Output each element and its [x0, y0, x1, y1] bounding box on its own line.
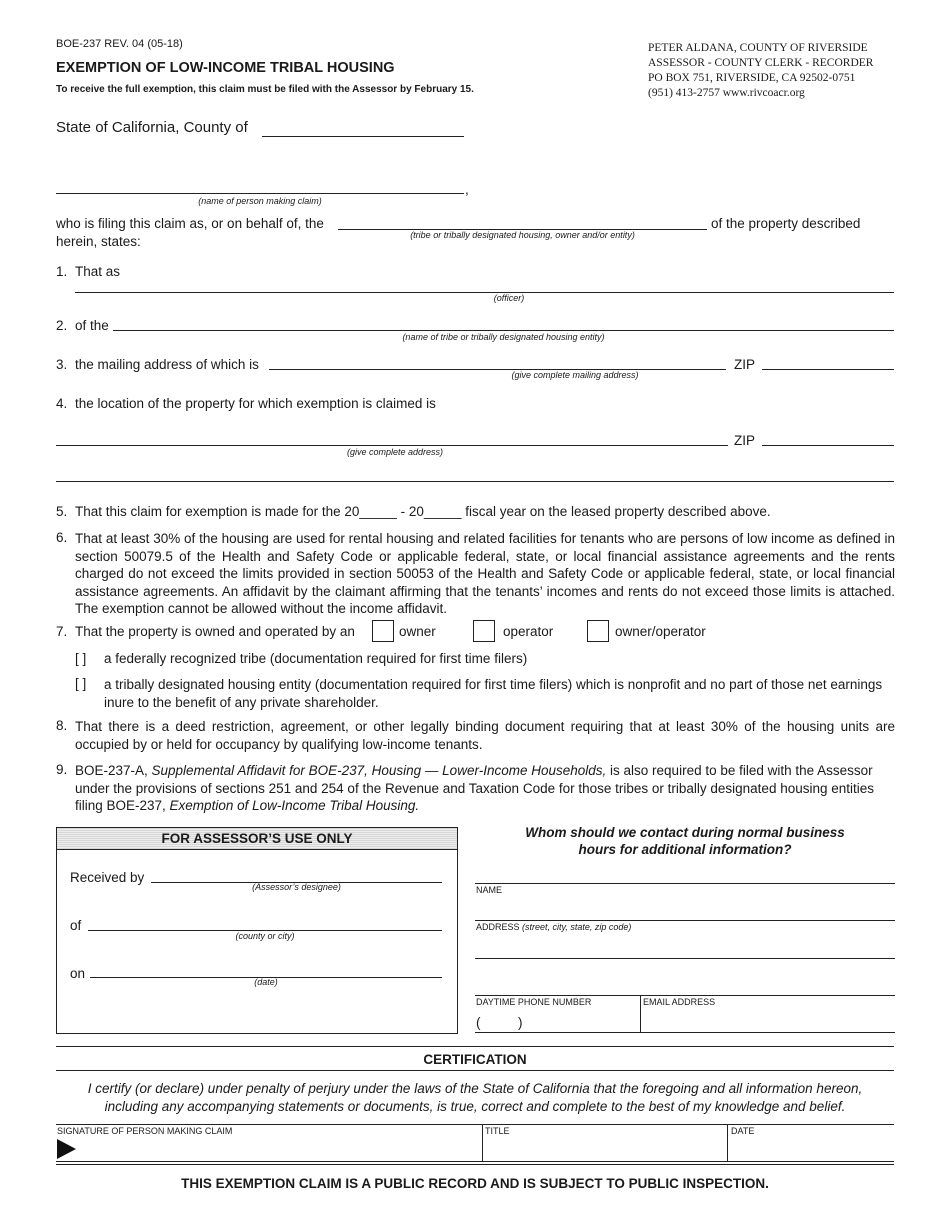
tribe-name-input-line[interactable] — [113, 330, 894, 331]
item-7-number: 7. — [56, 624, 68, 639]
item-6-number: 6. — [56, 530, 68, 545]
item-9-text: BOE-237-A, Supplemental Affidavit for BOE-237, Housing — Lower-Income Households, is also required to be filed with the Assessor under the provisions of sections 251 and 254 of the Revenue and Taxation Code for those tribes or tribally designated housing entities filing BOE-237, Exemption of Low-Income Tribal Housing. — [75, 763, 875, 813]
phone-email-divider — [640, 995, 641, 1032]
owner-checkbox[interactable] — [372, 620, 394, 642]
signature-title-divider — [482, 1124, 483, 1162]
received-by-label: Received by — [70, 870, 145, 885]
form-code: BOE-237 REV. 04 (05-18) — [56, 38, 183, 50]
contact-name-label: NAME — [476, 885, 503, 895]
zip-label-2: ZIP — [734, 433, 756, 448]
item-3-number: 3. — [56, 357, 68, 372]
filing-instruction: To receive the full exemption, this claim must be filed with the Assessor by February 15. — [56, 84, 474, 95]
signature-top-rule — [56, 1124, 894, 1125]
item-8-number: 8. — [56, 718, 68, 733]
county-input-line[interactable] — [262, 136, 464, 137]
item-7-text: That the property is owned and operated by an — [75, 624, 355, 639]
contact-address-label: ADDRESS (street, city, state, zip code) — [476, 922, 632, 932]
property-zip-input-line[interactable] — [762, 445, 894, 446]
item-5-text: That this claim for exemption is made for the 20_____ - 20_____ fiscal year on the leased property described above. — [75, 504, 771, 519]
date-input[interactable] — [731, 1138, 891, 1160]
public-record-notice: THIS EXEMPTION CLAIM IS A PUBLIC RECORD AND IS SUBJECT TO PUBLIC INSPECTION. — [181, 1176, 769, 1191]
zip-label: ZIP — [734, 357, 756, 372]
filing-text: who is filing this claim as, or on behalf of, the — [56, 216, 324, 231]
phone-email-bottom-line — [475, 1032, 895, 1033]
property-described-text: of the property described — [711, 216, 861, 231]
on-label: on — [70, 966, 86, 981]
contact-address-line-2[interactable] — [475, 958, 895, 959]
of-label: of — [70, 918, 82, 933]
federal-tribe-checkbox[interactable]: [ ] — [75, 651, 87, 666]
date-field-label: DATE — [731, 1126, 755, 1136]
tribal-entity-text: a tribally designated housing entity (documentation required for first time filers) which is nonprofit and no part of those net earnings inure to the benefit of any private shareholder. — [104, 677, 883, 710]
herein-states-text: herein, states: — [56, 234, 141, 249]
item-3-text: the mailing address of which is — [75, 357, 259, 372]
item-5-number: 5. — [56, 504, 68, 519]
certification-statement: I certify (or declare) under penalty of perjury under the laws of the State of California that the foregoing and all information hereon, including any accompanying statements or documents, is true, correct and complete to the best of my knowledge and belief. — [87, 1081, 863, 1114]
title-field-label: TITLE — [485, 1126, 510, 1136]
contact-question: Whom should we contact during normal business hours for additional information? — [525, 825, 845, 857]
item-8-text: That there is a deed restriction, agreement, or other legally binding document requiring that at least 30% of the housing units are occupied by or held for occupancy by qualifying low-income tenants. — [75, 719, 895, 752]
title-input[interactable] — [486, 1138, 722, 1160]
item-1-number: 1. — [56, 264, 68, 279]
item-2-number: 2. — [56, 318, 68, 333]
owner-operator-label: owner/operator — [615, 624, 706, 639]
property-location-input-line[interactable] — [56, 445, 728, 446]
state-county-label: State of California, County of — [56, 119, 248, 136]
entity-caption: (tribe or tribally designated housing, owner and/or entity) — [410, 230, 635, 240]
form-title: EXEMPTION OF LOW-INCOME TRIBAL HOUSING — [56, 60, 395, 76]
mailing-address-caption: (give complete mailing address) — [511, 370, 639, 380]
item-9-number: 9. — [56, 762, 68, 777]
contact-address-input-line[interactable] — [475, 920, 895, 921]
claimant-name-input-line[interactable] — [56, 193, 464, 194]
county-city-caption: (county or city) — [235, 931, 295, 941]
operator-checkbox[interactable] — [473, 620, 495, 642]
claimant-caption: (name of person making claim) — [198, 196, 322, 206]
signature-bottom-rule — [56, 1161, 894, 1165]
owner-operator-checkbox[interactable] — [587, 620, 609, 642]
assessor-use-title: FOR ASSESSOR’S USE ONLY — [57, 828, 457, 850]
contact-name-input-line[interactable] — [475, 883, 895, 884]
officer-caption: (officer) — [493, 293, 525, 303]
date-received-caption: (date) — [254, 977, 278, 987]
signature-input[interactable] — [80, 1138, 478, 1160]
assessor-office-address: PETER ALDANA, COUNTY OF RIVERSIDE ASSESSOR - COUNTY CLERK - RECORDER PO BOX 751, RIVERSIDE, CA 92502-0751 (951) 413-2757 www.rivcoacr.org — [648, 42, 874, 99]
received-by-caption: (Assessor’s designee) — [252, 882, 341, 892]
mailing-zip-input-line[interactable] — [762, 369, 894, 370]
tribal-entity-checkbox[interactable]: [ ] — [75, 676, 87, 691]
federal-tribe-text: a federally recognized tribe (documentation required for first time filers) — [104, 651, 528, 666]
signature-arrow-icon — [57, 1139, 76, 1159]
certification-rule — [56, 1046, 894, 1047]
property-location-line-2[interactable] — [56, 481, 894, 482]
property-location-caption: (give complete address) — [346, 447, 444, 457]
item-4-number: 4. — [56, 396, 68, 411]
signature-label: SIGNATURE OF PERSON MAKING CLAIM — [57, 1126, 233, 1136]
item-4-text: the location of the property for which exemption is claimed is — [75, 396, 436, 411]
operator-label: operator — [503, 624, 554, 639]
tribe-name-caption: (name of tribe or tribally designated housing entity) — [402, 332, 605, 342]
email-label: EMAIL ADDRESS — [643, 997, 716, 1007]
contact-divider — [475, 995, 895, 996]
certification-title-rule — [56, 1070, 894, 1071]
daytime-phone-label: DAYTIME PHONE NUMBER — [476, 997, 592, 1007]
owner-label: owner — [399, 624, 436, 639]
certification-title: CERTIFICATION — [423, 1052, 527, 1067]
daytime-phone-input[interactable]: ( ) — [476, 1015, 523, 1030]
item-6-text: That at least 30% of the housing are used for rental housing and related facilities for tenants who are persons of low income as defined in section 50079.5 of the Health and Safety Code or applicable federal, state, or local financial assistance agreements and the rents charged do not exceed the limits provided in section 50053 of the Health and Safety Code or applicable federal, state, or local financial assistance agreements. An affidavit by the claimant affirming that the tenants’ incomes and rents do not exceed those limits is attached. The exemption cannot be allowed without the income affidavit. — [75, 531, 895, 616]
item-1-text: That as — [75, 264, 121, 279]
title-date-divider — [727, 1124, 728, 1162]
item-2-text: of the — [75, 318, 109, 333]
email-input[interactable] — [643, 1010, 893, 1030]
